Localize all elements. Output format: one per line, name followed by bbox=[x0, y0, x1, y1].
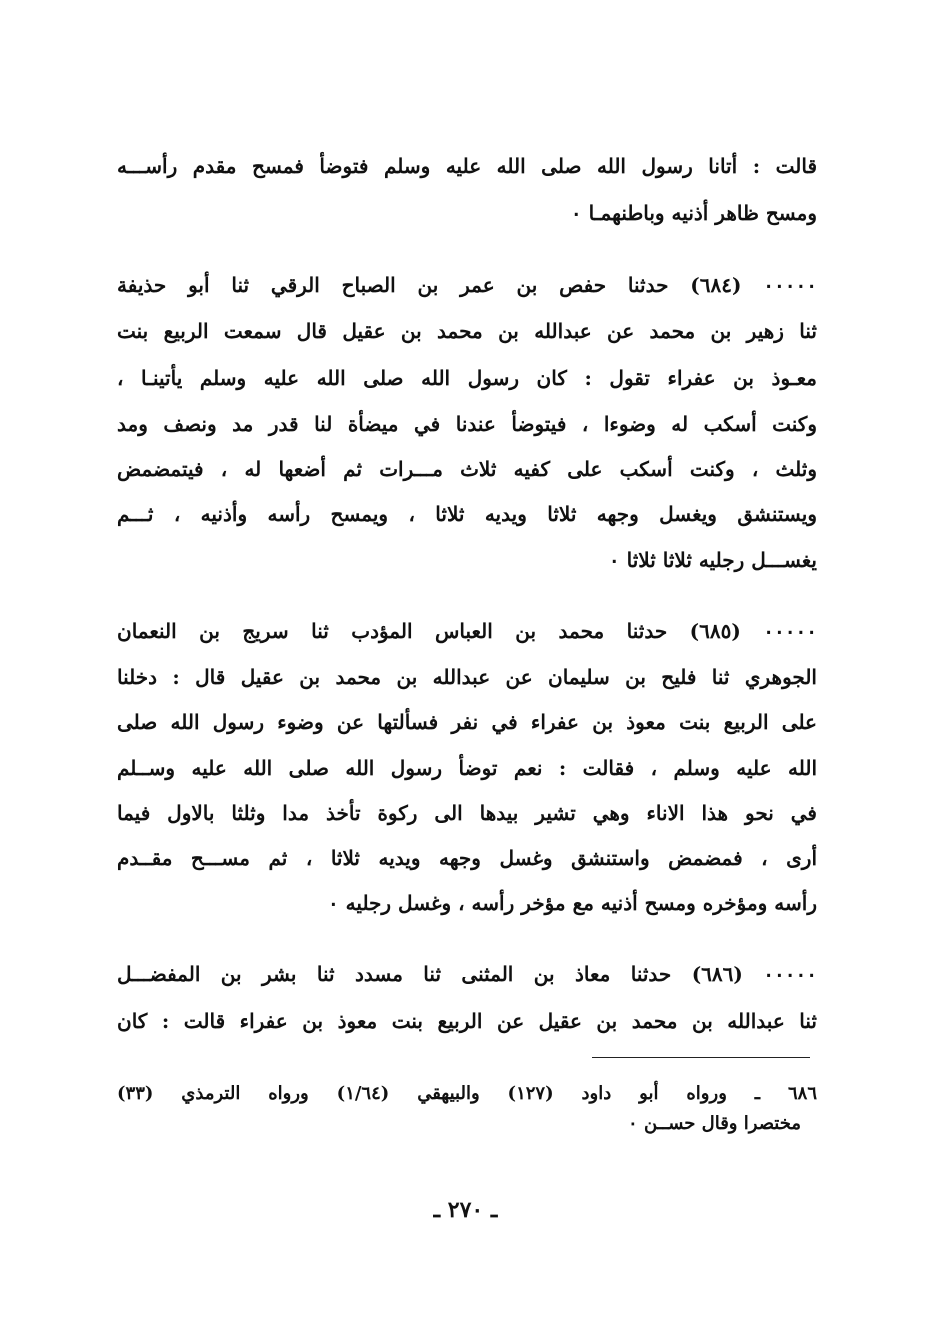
text-line: معـوذ بن عفراء تقول : كان رسول الله صلى الله عليه وسلم يأتينـا ، bbox=[117, 366, 817, 390]
text-line: يغســـل رجليه ثلاثا ثلاثا ٠ bbox=[608, 548, 817, 572]
page-number: ـ ٢٧٠ ـ bbox=[433, 1197, 498, 1223]
text-line: الجوهري ثنا فليح بن سليمان عن عبدالله بن محمد بن عقيل قال : دخلنا bbox=[117, 665, 817, 689]
text-line: وثلث ، وكنت أسكب على كفيه ثلاث مـــرات ثم أضعها له ، فيتمضمض bbox=[117, 457, 817, 481]
footnote-divider bbox=[592, 1057, 810, 1058]
text-line: على الربيع بنت معوذ بن عفراء في نفر فسألتها عن وضوء رسول الله صلى bbox=[117, 710, 817, 734]
text-line: ومسح ظاهر أذنيه وباطنهمـا ٠ bbox=[570, 201, 817, 225]
footnote-line: ٦٨٦ ـ ورواه أبو داود (١٢٧) والبيهقي (١/٦٤) ورواه الترمذي (٣٣) bbox=[117, 1083, 818, 1104]
text-line: ٠٠٠٠٠ (٦٨٤) حدثنا حفص بن عمر بن الصباح الرقي ثنا أبو حذيفة bbox=[117, 273, 817, 297]
text-line: رأسه ومؤخره ومسح أذنيه مع مؤخر رأسه ، وغسل رجليه ٠ bbox=[327, 891, 817, 915]
text-line: الله عليه وسلم ، فقالت : نعم توضأ رسول الله صلى الله عليه وســلم bbox=[117, 756, 817, 780]
text-line: قالت : أتانا رسول الله صلى الله عليه وسلم فتوضأ فمسح مقدم رأســـه bbox=[117, 154, 817, 178]
text-line: أرى ، فمضمض واستنشق وغسل وجهه ويديه ثلاثا ، ثم مســـح مقــدم bbox=[117, 846, 817, 870]
footnote-line: مختصرا وقال حســن ٠ bbox=[628, 1113, 801, 1134]
text-line: في نحو هذا الاناء وهي تشير بيدها الى ركوة تأخذ مدا وثلثا بالاول فيما bbox=[117, 801, 817, 825]
text-line: ٠٠٠٠٠ (٦٨٦) حدثنا معاذ بن المثنى ثنا مسدد ثنا بشر بن المفضـــل bbox=[117, 962, 817, 986]
text-line: ويستنشق ويغسل وجهه ثلاثا ويديه ثلاثا ، ويمسح رأسه وأذنيه ، ثـــم bbox=[117, 502, 817, 526]
text-line: وكنت أسكب له وضوءا ، فيتوضأ عندنا في ميضأة لنا قدر مد ونصف ومد bbox=[117, 412, 817, 436]
text-line: ثنا زهير بن محمد عن عبدالله بن محمد بن عقيل قال سمعت الربيع بنت bbox=[117, 319, 817, 343]
text-line: ثنا عبدالله بن محمد بن عقيل عن الربيع بنت معوذ بن عفراء قالت : كان bbox=[117, 1009, 817, 1033]
text-line: ٠٠٠٠٠ (٦٨٥) حدثنا محمد بن العباس المؤدب ثنا سريج بن النعمان bbox=[117, 619, 817, 643]
